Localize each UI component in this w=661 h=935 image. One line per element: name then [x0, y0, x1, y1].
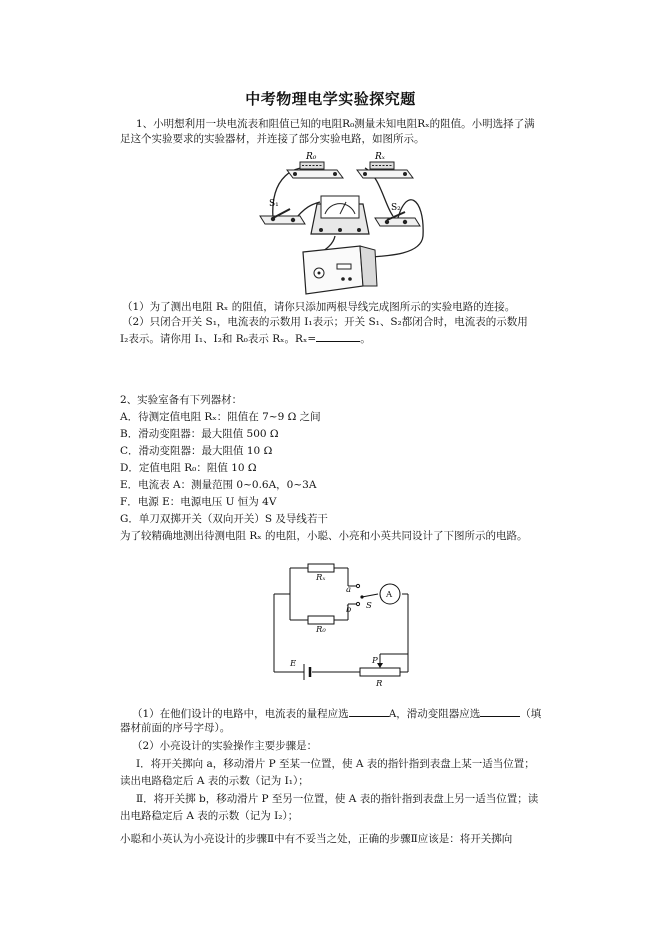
- circuit-rx-label: Rₓ: [316, 573, 326, 583]
- q2-sub1-line2: 器材前面的序号字母）。: [120, 722, 231, 734]
- q1-paragraph-line1: 1、小明想利用一块电流表和阻值已知的电阻R₀测量未知电阻Rₓ的阻值。小明选择了满: [136, 118, 535, 130]
- page-title: 中考物理电学实验探究题: [245, 90, 416, 108]
- answer-blank-rheostat[interactable]: [480, 705, 520, 717]
- r0-resistor-board: [287, 162, 343, 178]
- q2-intro: 2、实验室备有下列器材：: [120, 394, 243, 406]
- q2-design-sentence: 为了较精确地测出待测电阻 Rₓ 的电阻，小聪、小亮和小英共同设计了下图所示的电路。: [120, 530, 528, 542]
- circuit-ammeter-label: A: [386, 590, 393, 600]
- answer-blank-range[interactable]: [349, 705, 389, 717]
- rx-resistor-symbol: [308, 564, 334, 572]
- circuit-s-label: S: [366, 601, 372, 611]
- rx-resistor-board: [357, 162, 413, 178]
- q2-item-e: E．电流表 A：测量范围 0~0.6A，0~3A: [120, 479, 317, 491]
- q2-item-b: B．滑动变阻器：最大阻值 500 Ω: [120, 428, 279, 440]
- rheostat-symbol: [360, 668, 400, 676]
- q1-sub2-line1: （2）只闭合开关 S₁，电流表的示数用 I₁表示；开关 S₁、S₂都闭合时，电流表的示数用: [122, 316, 528, 328]
- circuit-r-label: R: [376, 679, 383, 686]
- fig-s1-label: S₁: [269, 199, 279, 209]
- fig-r0-label: R₀: [306, 152, 317, 162]
- power-supply-box: [303, 246, 377, 294]
- q2-item-c: C．滑动变阻器：最大阻值 10 Ω: [120, 445, 273, 457]
- q2-item-a: A．待测定值电阻 Rₓ：阻值在 7~9 Ω 之间: [120, 411, 321, 423]
- s2-switch: [375, 212, 420, 226]
- circuit-e-label: E: [290, 659, 297, 669]
- circuit-p-label: P: [372, 656, 378, 666]
- circuit-b-label: b: [346, 605, 352, 615]
- q1-sub1: （1）为了测出电阻 Rₓ 的阻值，请你只添加两根导线完成图所示的实验电路的连接。: [122, 301, 516, 313]
- answer-blank-rx[interactable]: [316, 330, 360, 342]
- q1-paragraph-line2: 足这个实验要求的实验器材，并连接了部分实验电路，如图所示。: [120, 133, 425, 145]
- fig-s2-label: S₂: [391, 203, 401, 213]
- q2-step2-line2: 出电路稳定后 A 表的示数（记为 I₂）；: [120, 810, 299, 822]
- q2-item-g: G．单刀双掷开关（双向开关）S 及导线若干: [120, 513, 328, 525]
- circuit-r0-label: R₀: [316, 625, 326, 635]
- q1-sub2-line2: I₂表示。请你用 I₁、I₂和 R₀表示 Rₓ。Rₓ= 。: [120, 330, 371, 346]
- s1-switch: [260, 209, 305, 224]
- q1-apparatus-figure: [245, 146, 435, 298]
- q2-item-f: F．电源 E：电源电压 U 恒为 4V: [120, 496, 277, 508]
- q2-item-d: D．定值电阻 R₀：阻值 10 Ω: [120, 462, 257, 474]
- q2-sub1-line1: （1）在他们设计的电路中，电流表的量程应选 A，滑动变阻器应选 （填: [132, 705, 541, 721]
- r0-resistor-symbol: [308, 616, 334, 624]
- q2-last-line: 小聪和小英认为小亮设计的步骤Ⅱ中有不妥当之处，正确的步骤Ⅱ应该是：将开关掷向: [120, 833, 513, 845]
- q2-sub2: （2）小亮设计的实验操作主要步骤是：: [132, 740, 318, 752]
- circuit-a-label: a: [346, 585, 352, 595]
- fig-rx-label: Rₓ: [375, 152, 385, 162]
- q2-step1-line2: 读出电路稳定后 A 表的示数（记为 I₁）；: [120, 775, 309, 787]
- q2-circuit-diagram: [260, 560, 420, 686]
- q2-step1-line1: Ⅰ．将开关掷向 a，移动滑片 P 至某一位置，使 A 表的指针指到表盘上某一适当位置；: [136, 758, 535, 770]
- q2-step2-line1: Ⅱ．将开关掷 b，移动滑片 P 至另一位置，使 A 表的指针指到表盘上另一适当位置；读: [136, 793, 539, 805]
